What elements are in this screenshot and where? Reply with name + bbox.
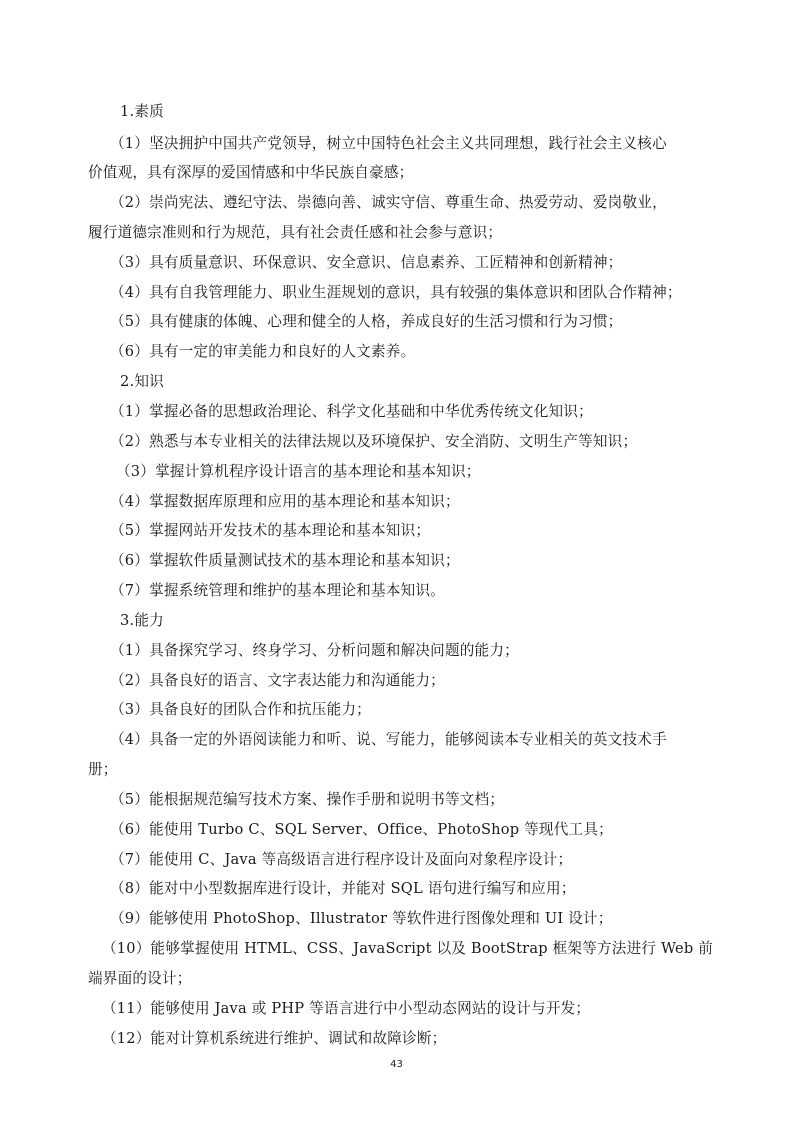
quality-item-5: （5）具有健康的体魄、心理和健全的人格，养成良好的生活习惯和行为习惯；: [110, 313, 623, 330]
ability-item-12: （12）能对计算机系统进行维护、调试和故障诊断；: [102, 1030, 447, 1047]
knowledge-item-5: （5）掌握网站开发技术的基本理论和基本知识；: [110, 522, 431, 539]
knowledge-item-2: （2）熟悉与本专业相关的法律法规以及环境保护、安全消防、文明生产等知识；: [110, 433, 638, 450]
ability-item-10-continued: 端界面的设计；: [88, 970, 192, 987]
knowledge-item-6: （6）掌握软件质量测试技术的基本理论和基本知识；: [110, 552, 460, 569]
quality-item-2: （2）崇尚宪法、遵纪守法、崇德向善、诚实守信、尊重生命、热爱劳动、爱岗敬业，: [110, 194, 667, 211]
section-heading-knowledge: 2.知识: [120, 373, 164, 390]
page-number: 43: [390, 1059, 403, 1070]
ability-item-2: （2）具备良好的语言、文字表达能力和沟通能力；: [110, 672, 445, 689]
ability-item-6: （6）能使用 Turbo C、SQL Server、Office、PhotoShop 等现代工具；: [110, 821, 613, 838]
quality-item-3: （3）具有质量意识、环保意识、安全意识、信息素养、工匠精神和创新精神；: [110, 254, 623, 271]
knowledge-item-4: （4）掌握数据库原理和应用的基本理论和基本知识；: [110, 493, 460, 510]
quality-item-1-continued: 价值观，具有深厚的爱国情感和中华民族自豪感；: [88, 164, 414, 181]
ability-item-11: （11）能够使用 Java 或 PHP 等语言进行中小型动态网站的设计与开发；: [102, 1000, 591, 1017]
ability-item-5: （5）能根据规范编写技术方案、操作手册和说明书等文档；: [110, 791, 505, 808]
knowledge-item-3: （3）掌握计算机程序设计语言的基本理论和基本知识；: [116, 463, 481, 480]
section-heading-ability: 3.能力: [120, 612, 164, 629]
ability-item-9: （9）能够使用 PhotoShop、Illustrator 等软件进行图像处理和 UI 设计；: [110, 910, 613, 927]
ability-item-4: （4）具备一定的外语阅读能力和听、说、写能力，能够阅读本专业相关的英文技术手: [110, 731, 667, 748]
ability-item-1: （1）具备探究学习、终身学习、分析问题和解决问题的能力；: [110, 642, 519, 659]
quality-item-4: （4）具有自我管理能力、职业生涯规划的意识，具有较强的集体意识和团队合作精神；: [110, 284, 682, 301]
quality-item-6: （6）具有一定的审美能力和良好的人文素养。: [110, 343, 416, 360]
ability-item-4-continued: 册；: [88, 761, 118, 778]
ability-item-7: （7）能使用 C、Java 等高级语言进行程序设计及面向对象程序设计；: [110, 851, 573, 868]
section-heading-quality: 1.素质: [120, 103, 164, 120]
ability-item-8: （8）能对中小型数据库进行设计，并能对 SQL 语句进行编写和应用；: [110, 880, 576, 897]
ability-item-10: （10）能够掌握使用 HTML、CSS、JavaScript 以及 BootStrap 框架等方法进行 Web 前: [102, 940, 714, 957]
knowledge-item-1: （1）掌握必备的思想政治理论、科学文化基础和中华优秀传统文化知识；: [110, 403, 593, 420]
quality-item-1: （1）坚决拥护中国共产党领导，树立中国特色社会主义共同理想，践行社会主义核心: [110, 135, 667, 152]
knowledge-item-7: （7）掌握系统管理和维护的基本理论和基本知识。: [110, 582, 445, 599]
ability-item-3: （3）具备良好的团队合作和抗压能力；: [110, 701, 371, 718]
quality-item-2-continued: 履行道德宗准则和行为规范，具有社会责任感和社会参与意识；: [88, 224, 503, 241]
